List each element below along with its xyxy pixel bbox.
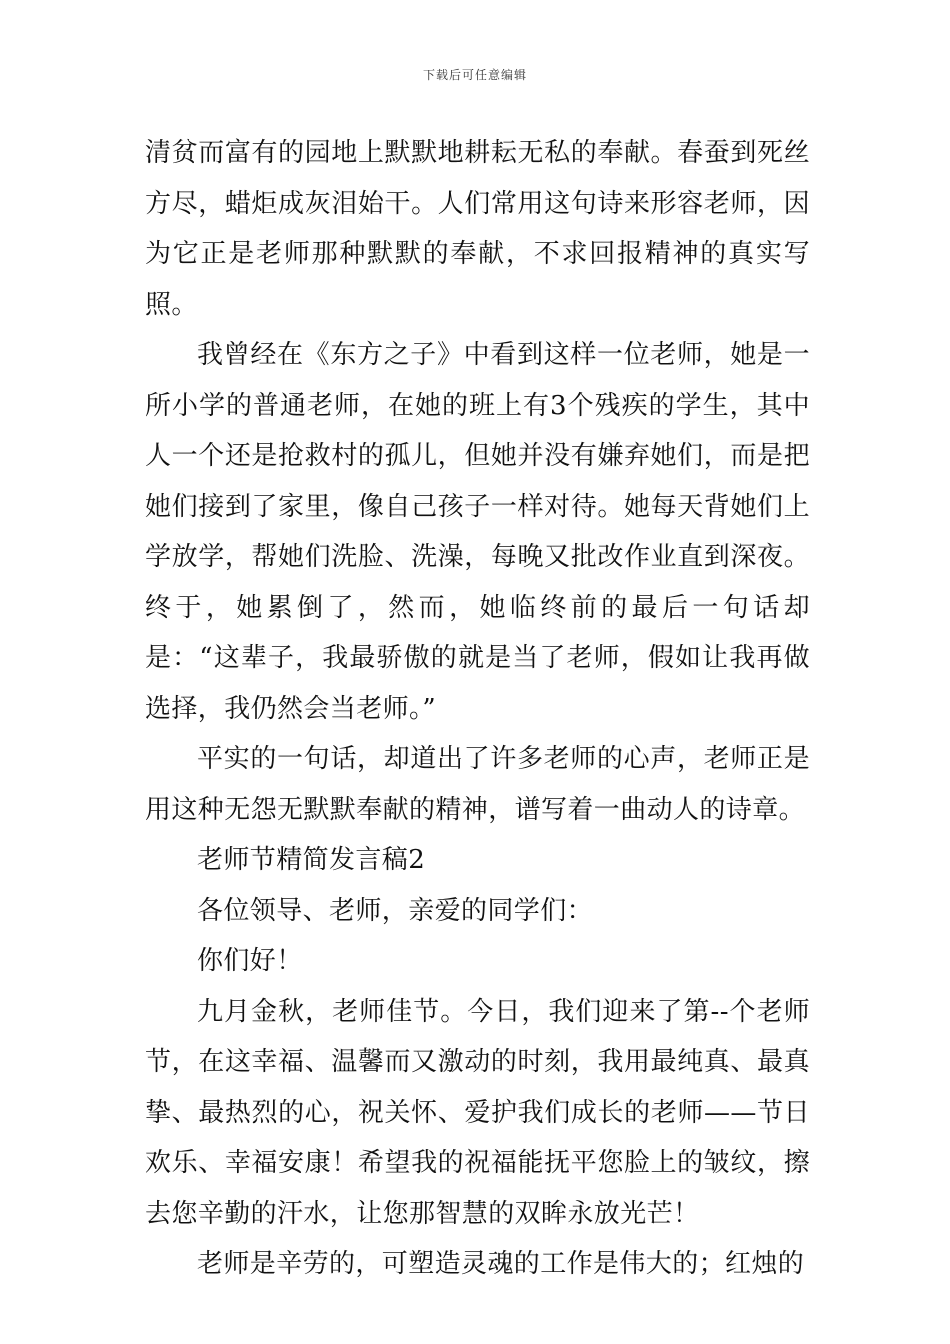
paragraph-5: 老师是辛劳的，可塑造灵魂的工作是伟大的；红烛的 — [197, 1249, 805, 1279]
salutation: 各位领导、老师，亲爱的同学们： — [197, 895, 594, 926]
paragraph-2: 我曾经在《东方之子》中看到这样一位老师，她是一所小学的普通老师，在她的班上有3个残疾的学生，其中人一个还是抢救村的孤儿，但她并没有嫌弃她们，而是把她们接到了家里，像自己孩子一样对待。她每天背她们上学放学，帮她们洗脸、洗澡，每晚又批改作业直到深夜。终于，她累倒了，然而，她临终前的最后一句话却是：“这辈子，我最骄傲的就是当了老师，假如让我再做选择，我仍然会当老师。” — [145, 340, 810, 724]
document-body — [145, 128, 810, 1290]
section-heading: 老师节精简发言稿2 — [197, 845, 426, 875]
paragraph-1: 清贫而富有的园地上默默地耕耘无私的奉献。春蚕到死丝方尽，蜡炬成灰泪始干。人们常用这句诗来形容老师，因为它正是老师那种默默的奉献，不求回报精神的真实写照。 — [145, 138, 810, 320]
paragraph-4: 九月金秋，老师佳节。今日，我们迎来了第--个老师节，在这幸福、温馨而又激动的时刻，我用最纯真、最真挚、最热烈的心，祝关怀、爱护我们成长的老师——节日欢乐、幸福安康！希望我的祝福能抚平您脸上的皱纹，擦去您辛勤的汗水，让您那智慧的双眸永放光芒！ — [145, 996, 810, 1229]
paragraph-3: 平实的一句话，却道出了许多老师的心声，老师正是用这种无怨无默默奉献的精神，谱写着一曲动人的诗章。 — [145, 744, 810, 825]
greeting: 你们好！ — [197, 946, 303, 976]
header-note: 下载后可任意编辑 — [422, 68, 527, 82]
